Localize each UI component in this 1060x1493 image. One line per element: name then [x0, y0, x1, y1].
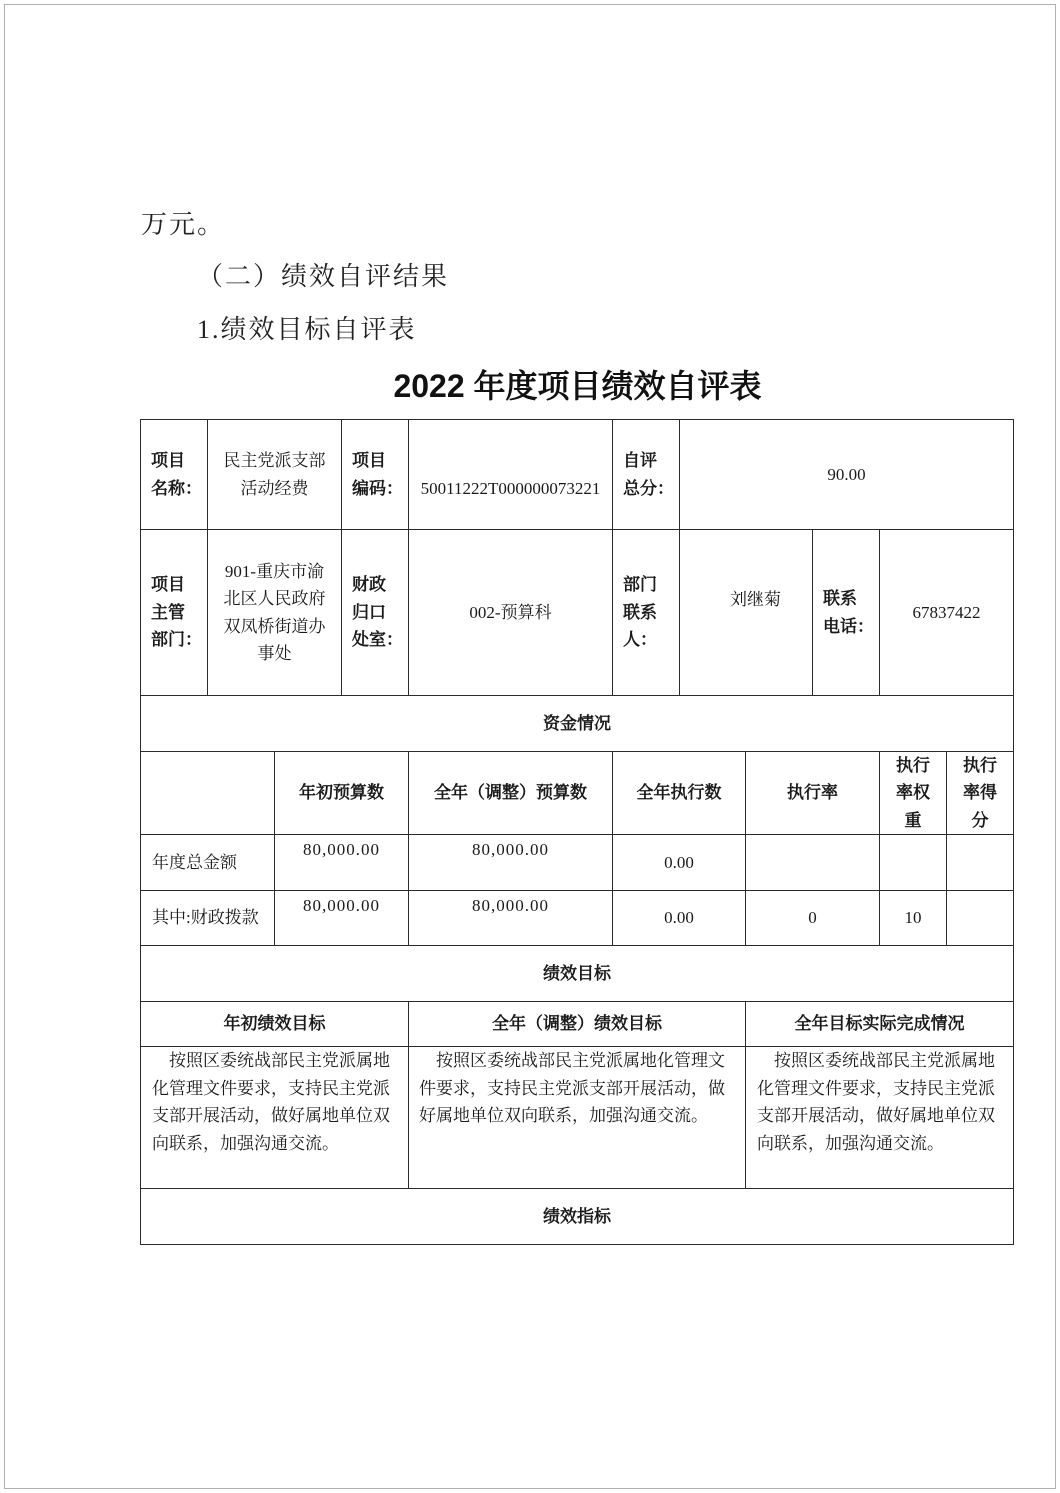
project-name-value: 民主党派支部活动经费	[208, 420, 342, 530]
finance-office-label: 财政 归口 处室：	[342, 530, 409, 696]
project-code-label: 项目 编码：	[342, 420, 409, 530]
department-label: 项目 主管 部门：	[141, 530, 208, 696]
funding-row-initial-budget: 80,000.00	[275, 891, 409, 946]
funding-row-execution-rate: 0	[746, 891, 880, 946]
goals-content-adjusted: 按照区委统战部民主党派属地化管理文件要求，支持民主党派支部开展活动，做好属地单位双向联系，加强沟通交流。	[409, 1047, 746, 1189]
funding-header-execution-rate: 执行率	[746, 752, 880, 835]
amount-unit-line: 万元。	[141, 210, 226, 239]
funding-row-execution-rate	[746, 835, 880, 891]
funding-row-initial-budget: 80,000.00	[275, 835, 409, 891]
funding-row-adjusted-budget: 80,000.00	[409, 835, 613, 891]
funding-header-score: 执行率得分	[947, 752, 1014, 835]
goals-header-initial: 年初绩效目标	[141, 1002, 409, 1047]
funding-row-label: 其中:财政拨款	[141, 891, 275, 946]
funding-row-executed: 0.00	[613, 835, 746, 891]
project-name-label: 项目 名称：	[141, 420, 208, 530]
self-evaluation-table	[140, 419, 1014, 1245]
funding-row-score	[947, 891, 1014, 946]
goals-header-adjusted: 全年（调整）绩效目标	[409, 1002, 746, 1047]
funding-row-label: 年度总金额	[141, 835, 275, 891]
indicators-section-title: 绩效指标	[141, 1189, 1014, 1245]
finance-office-value: 002-预算科	[409, 530, 613, 696]
contact-label: 部门 联系 人：	[613, 530, 680, 696]
subheading: 1.绩效目标自评表	[197, 315, 417, 344]
funding-row-adjusted-budget: 80,000.00	[409, 891, 613, 946]
project-code-value: 50011222T000000073221	[409, 420, 613, 530]
goals-content-actual: 按照区委统战部民主党派属地化管理文件要求，支持民主党派支部开展活动，做好属地单位双向联系，加强沟通交流。	[746, 1047, 1014, 1189]
phone-label: 联系 电话：	[813, 530, 880, 696]
form-title: 2022 年度项目绩效自评表	[393, 368, 762, 404]
funding-row-executed: 0.00	[613, 891, 746, 946]
section-heading: （二）绩效自评结果	[197, 262, 450, 291]
funding-section-title: 资金情况	[141, 696, 1014, 752]
department-value: 901-重庆市渝北区人民政府双凤桥街道办事处	[208, 530, 342, 696]
funding-row-score	[947, 835, 1014, 891]
contact-value: 刘继菊	[680, 530, 813, 696]
self-score-label: 自评 总分：	[613, 420, 680, 530]
funding-header-blank	[141, 752, 275, 835]
funding-row-weight	[880, 835, 947, 891]
funding-header-initial-budget: 年初预算数	[275, 752, 409, 835]
goals-content-initial: 按照区委统战部民主党派属地化管理文件要求，支持民主党派支部开展活动，做好属地单位双向联系，加强沟通交流。	[141, 1047, 409, 1189]
funding-header-executed: 全年执行数	[613, 752, 746, 835]
funding-header-adjusted-budget: 全年（调整）预算数	[409, 752, 613, 835]
goals-section-title: 绩效目标	[141, 946, 1014, 1002]
self-score-value: 90.00	[680, 420, 1014, 530]
funding-row-weight: 10	[880, 891, 947, 946]
funding-header-weight: 执行率权重	[880, 752, 947, 835]
phone-value: 67837422	[880, 530, 1014, 696]
goals-header-actual: 全年目标实际完成情况	[746, 1002, 1014, 1047]
